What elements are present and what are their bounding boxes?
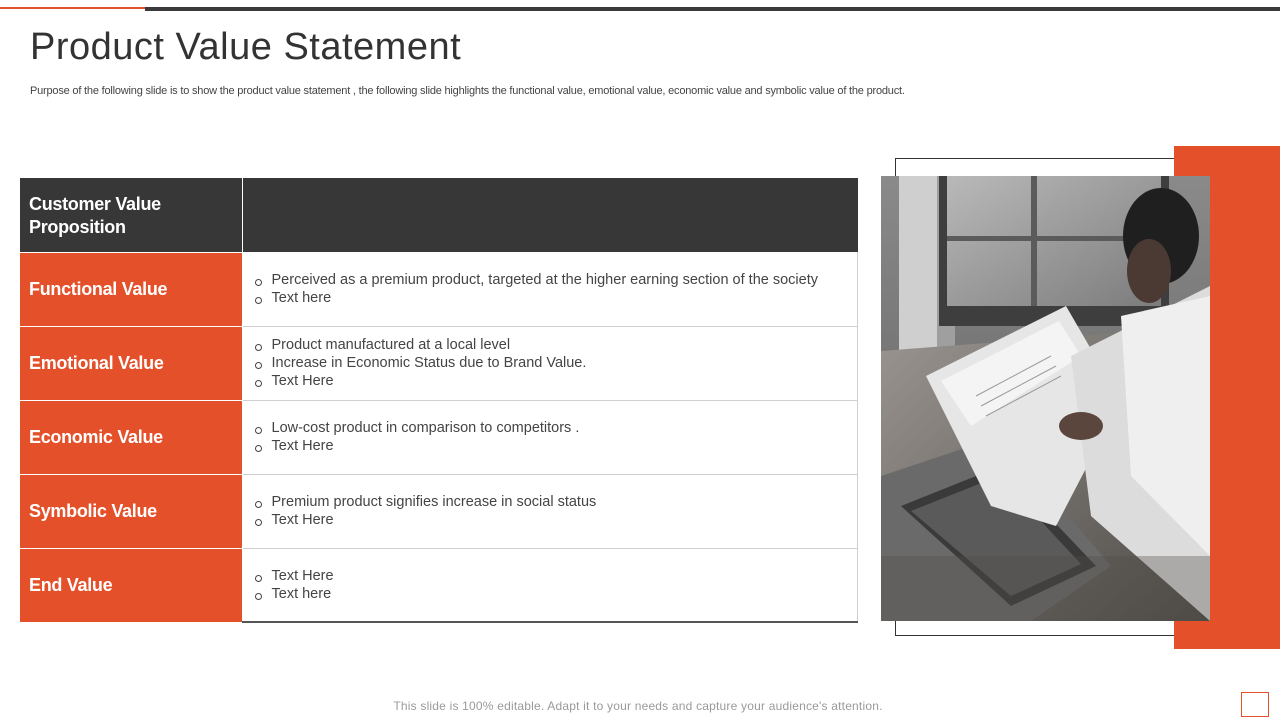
bullet-list — [255, 567, 846, 603]
slide-title: Product Value Statement — [30, 26, 462, 68]
bullet-list — [255, 336, 846, 390]
woman-reading-document-photo — [881, 176, 1210, 621]
slide-subtitle: Purpose of the following slide is to show the product value statement , the following slide highlights the functional value, emotional value, economic value and symbolic value of the product. — [30, 85, 905, 97]
table-header-label: Customer Value Proposition — [20, 178, 242, 252]
bullet-item: Text here — [255, 585, 846, 603]
slide-number-box — [1241, 692, 1269, 717]
bullet-item: Increase in Economic Status due to Brand Value. — [255, 354, 846, 372]
row-label-emotional: Emotional Value — [20, 326, 242, 400]
bullet-item: Text Here — [255, 372, 846, 390]
top-accent-line — [0, 7, 145, 9]
row-label-end: End Value — [20, 548, 242, 622]
bullet-list — [255, 419, 846, 455]
row-label-economic: Economic Value — [20, 400, 242, 474]
bullet-item: Premium product signifies increase in social status — [255, 493, 846, 511]
value-proposition-table — [20, 178, 858, 623]
bullet-item: Text here — [255, 289, 846, 307]
row-content-functional — [242, 252, 858, 326]
row-label-symbolic: Symbolic Value — [20, 474, 242, 548]
top-divider-bar — [145, 7, 1280, 11]
row-content-end — [242, 548, 858, 622]
table-row — [20, 326, 858, 400]
table-header-blank — [242, 178, 858, 252]
table-row — [20, 474, 858, 548]
footer-note: This slide is 100% editable. Adapt it to your needs and capture your audience's attention. — [393, 699, 883, 713]
row-content-symbolic — [242, 474, 858, 548]
table-row — [20, 400, 858, 474]
row-content-economic — [242, 400, 858, 474]
bullet-item: Perceived as a premium product, targeted at the higher earning section of the society — [255, 271, 846, 289]
bullet-item: Text Here — [255, 511, 846, 529]
row-label-functional: Functional Value — [20, 252, 242, 326]
row-content-emotional — [242, 326, 858, 400]
table-header-row — [20, 178, 858, 252]
bullet-item: Text Here — [255, 437, 846, 455]
table-row — [20, 252, 858, 326]
bullet-item: Low-cost product in comparison to competitors . — [255, 419, 846, 437]
bullet-list — [255, 493, 846, 529]
bullet-list — [255, 271, 846, 307]
bullet-item: Product manufactured at a local level — [255, 336, 846, 354]
bullet-item: Text Here — [255, 567, 846, 585]
table-row — [20, 548, 858, 622]
